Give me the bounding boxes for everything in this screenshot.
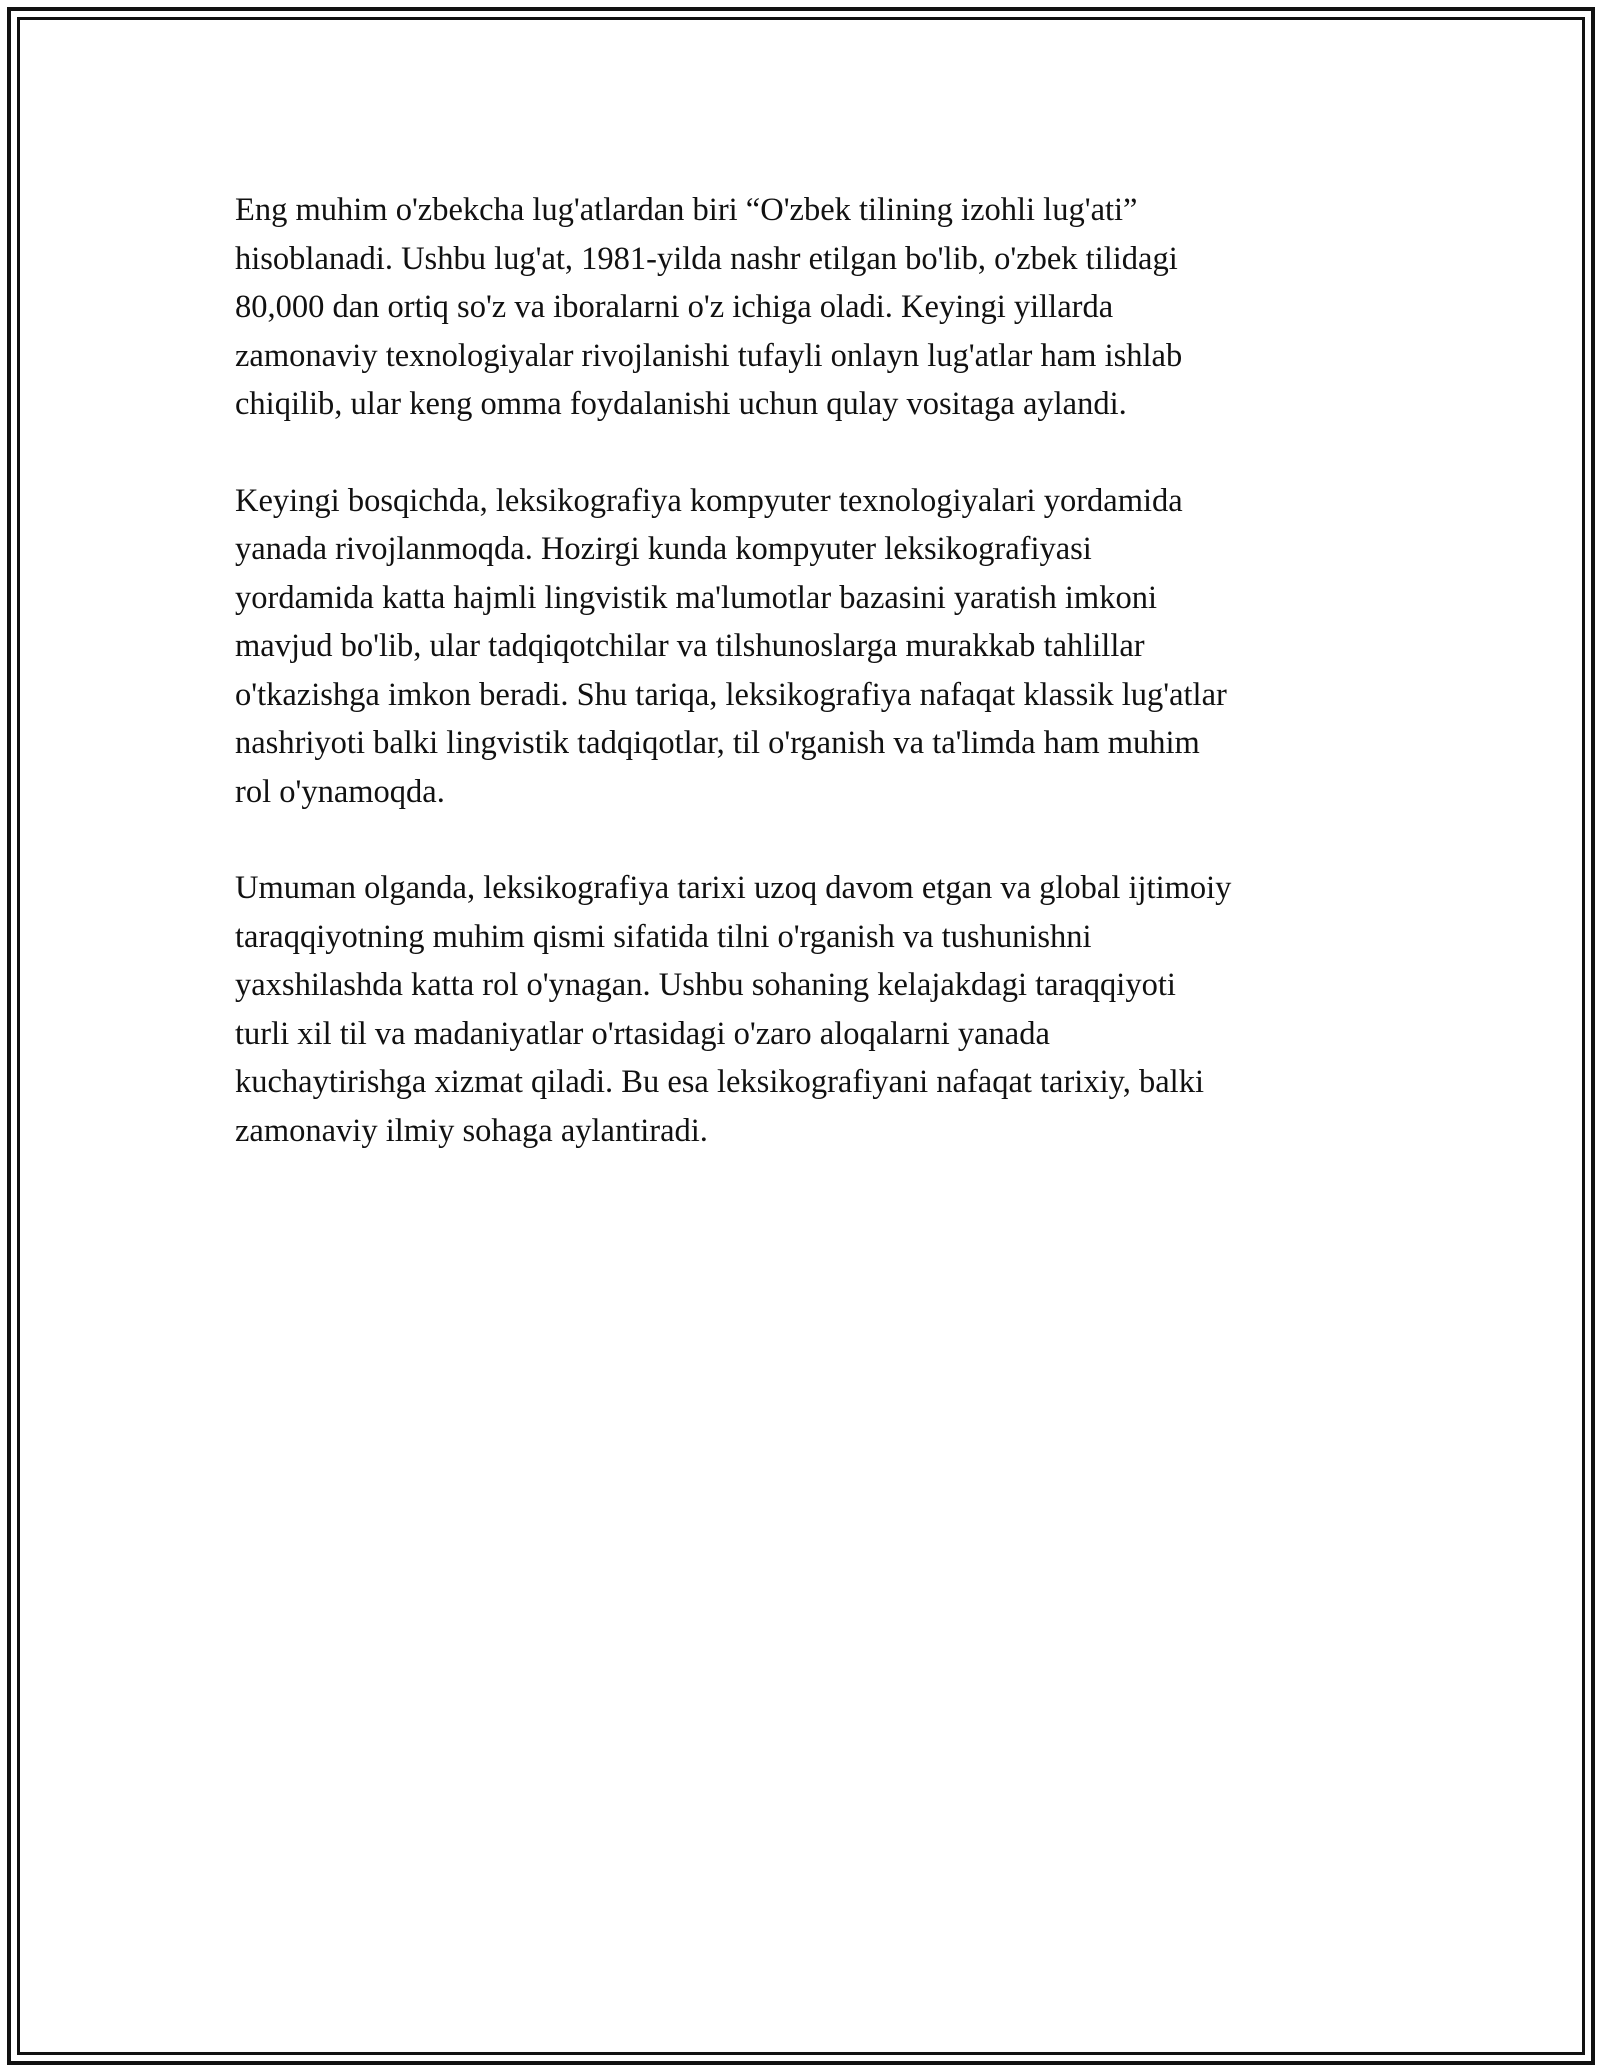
text-line: Keyingi bosqichda, leksikografiya kompyuter texnologiyalari yordamida bbox=[235, 482, 1183, 519]
text-line: hisoblanadi. Ushbu lug'at, 1981-yilda nashr etilgan bo'lib, o'zbek tilidagi bbox=[235, 240, 1178, 277]
document-body bbox=[235, 186, 1365, 1203]
text-line: turli xil til va madaniyatlar o'rtasidagi o'zaro aloqalarni yanada bbox=[235, 1015, 1050, 1052]
paragraph-dictionary bbox=[235, 186, 1365, 429]
text-line: Eng muhim o'zbekcha lug'atlardan biri “O'zbek tilining izohli lug'ati” bbox=[235, 192, 1138, 228]
paragraph-conclusion bbox=[235, 864, 1365, 1155]
text-line: yanada rivojlanmoqda. Hozirgi kunda kompyuter leksikografiyasi bbox=[235, 531, 1092, 567]
paragraph-computer-lexicography bbox=[235, 477, 1365, 817]
text-line: zamonaviy ilmiy sohaga aylantiradi. bbox=[235, 1112, 708, 1149]
text-line: Umuman olganda, leksikografiya tarixi uzoq davom etgan va global ijtimoiy bbox=[235, 870, 1232, 906]
text-line: kuchaytirishga xizmat qiladi. Bu esa leksikografiyani nafaqat tarixiy, balki bbox=[235, 1064, 1204, 1100]
text-line: o'tkazishga imkon beradi. Shu tariqa, leksikografiya nafaqat klassik lug'atlar bbox=[235, 676, 1227, 713]
text-line: rol o'ynamoqda. bbox=[235, 773, 445, 810]
text-line: chiqilib, ular keng omma foydalanishi uchun qulay vositaga aylandi. bbox=[235, 386, 1127, 422]
text-line: yordamida katta hajmli lingvistik ma'lumotlar bazasini yaratish imkoni bbox=[235, 579, 1157, 616]
text-line: zamonaviy texnologiyalar rivojlanishi tufayli onlayn lug'atlar ham ishlab bbox=[235, 337, 1183, 374]
text-line: yaxshilashda katta rol o'ynagan. Ushbu sohaning kelajakdagi taraqqiyoti bbox=[235, 967, 1176, 1003]
text-line: nashriyoti balki lingvistik tadqiqotlar, til o'rganish va ta'limda ham muhim bbox=[235, 725, 1200, 761]
text-line: mavjud bo'lib, ular tadqiqotchilar va tilshunoslarga murakkab tahlillar bbox=[235, 628, 1145, 664]
text-line: taraqqiyotning muhim qismi sifatida tilni o'rganish va tushunishni bbox=[235, 918, 1092, 955]
text-line: 80,000 dan ortiq so'z va iboralarni o'z ichiga oladi. Keyingi yillarda bbox=[235, 289, 1114, 325]
